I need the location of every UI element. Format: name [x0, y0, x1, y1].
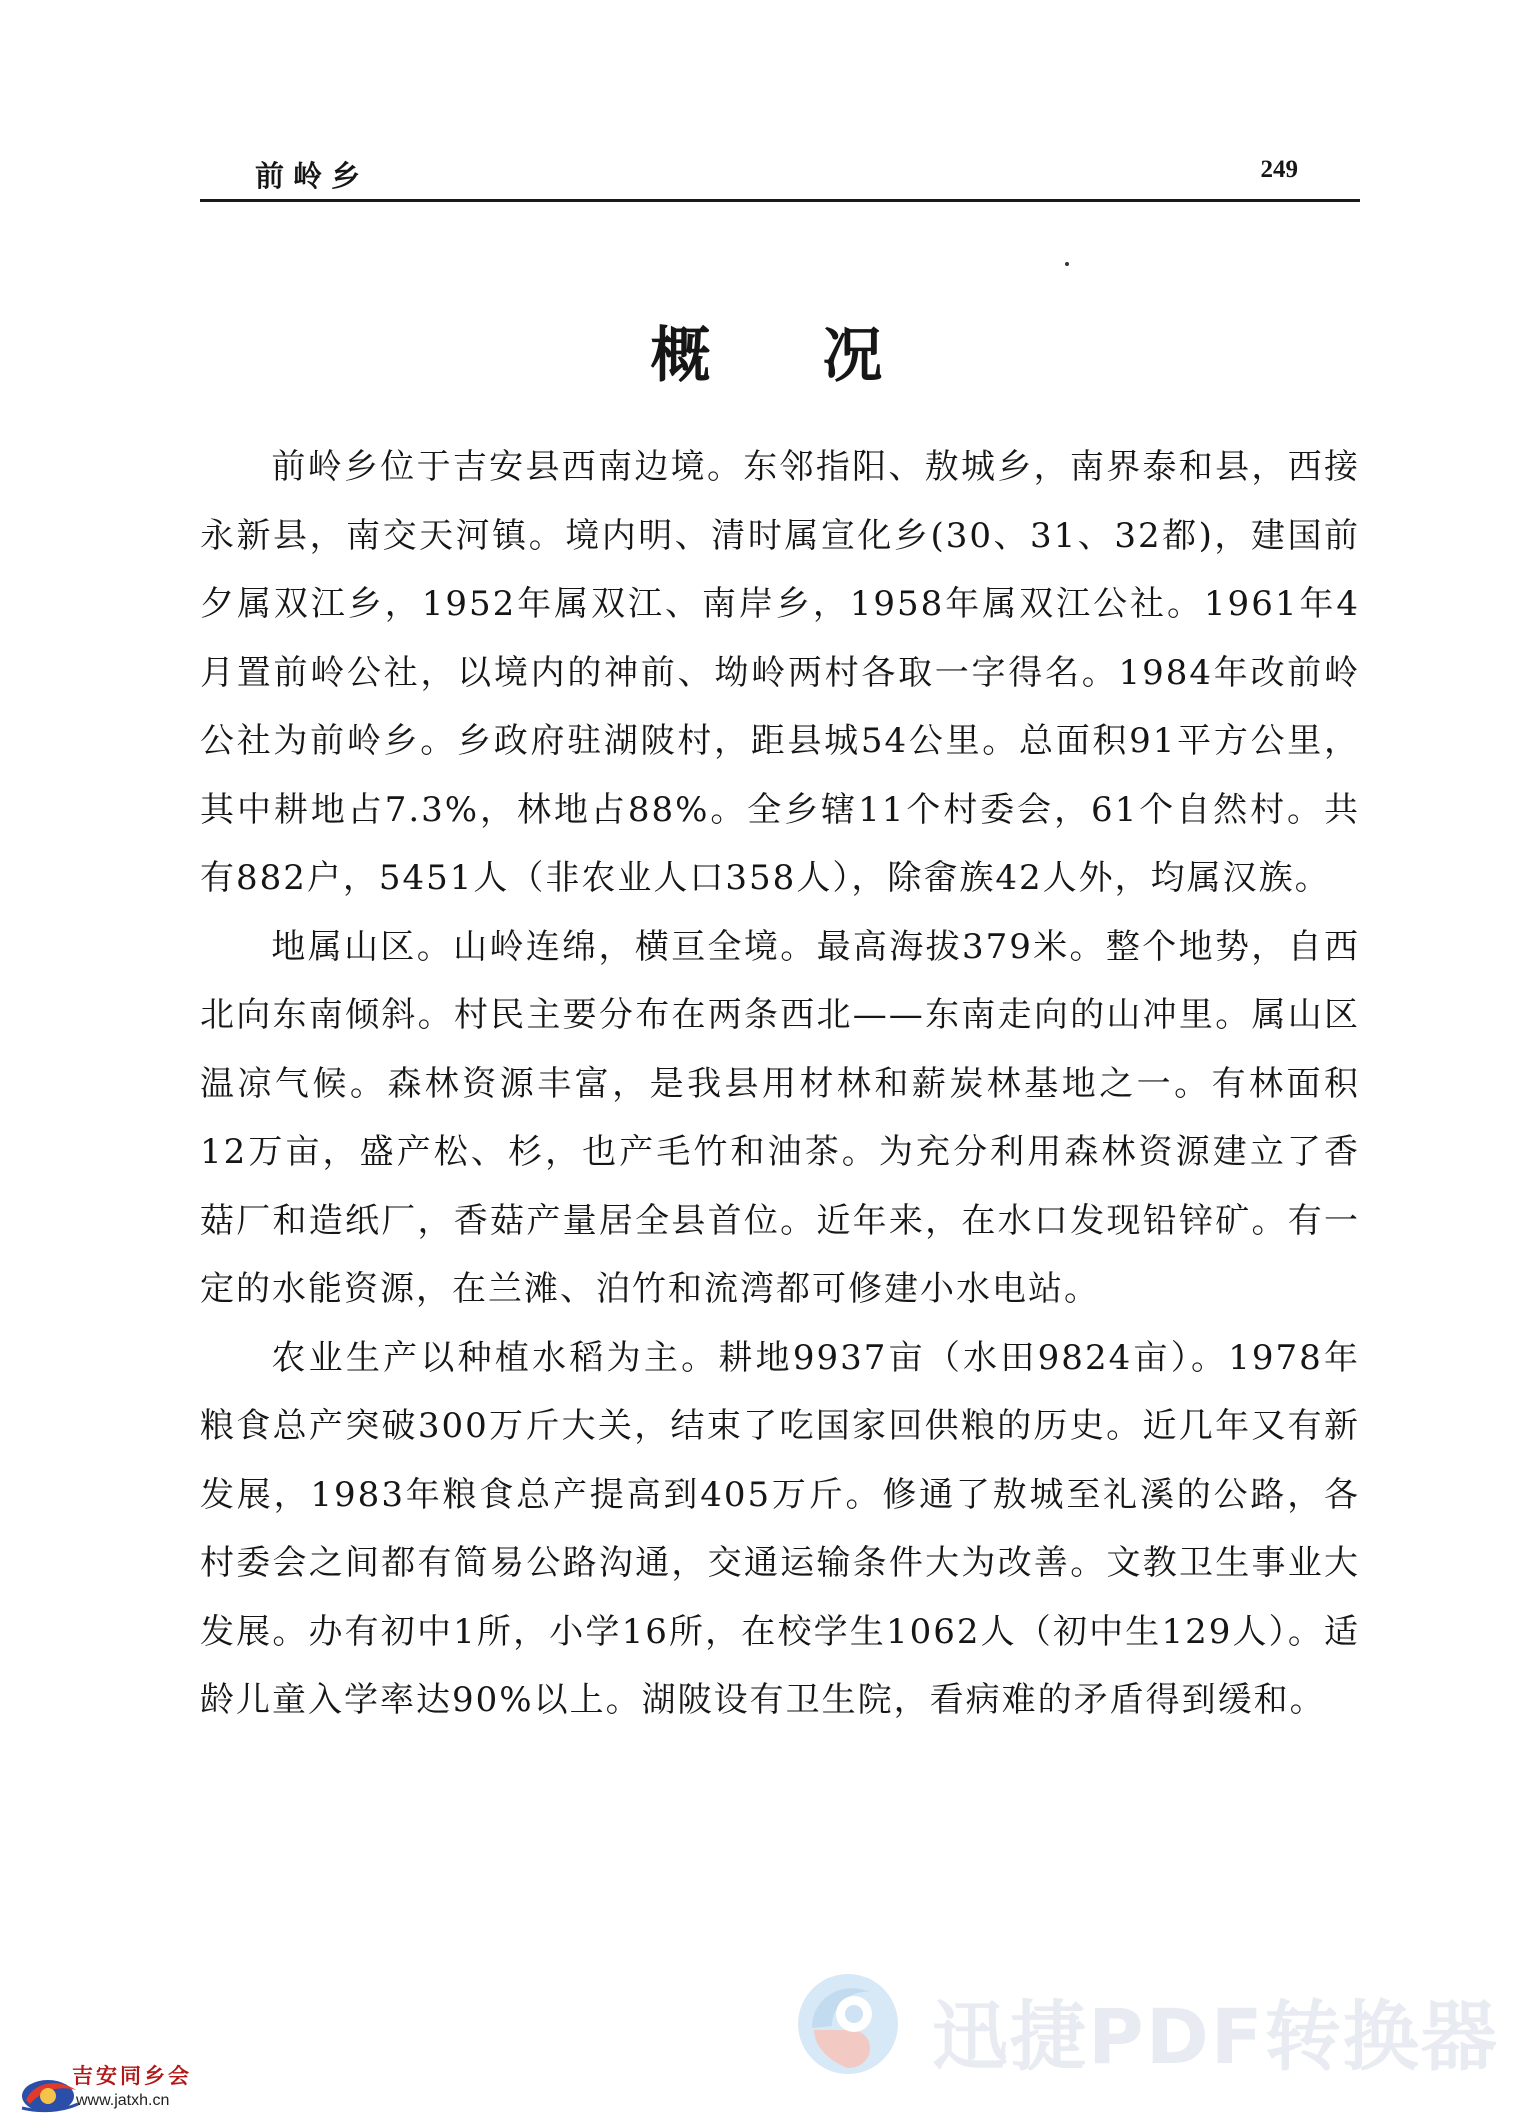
- site-logo[interactable]: [18, 2060, 198, 2120]
- paragraph-1: 前岭乡位于吉安县西南边境。东邻指阳、敖城乡，南界泰和县，西接永新县，南交天河镇。境内明、清时属宣化乡(30、31、32都)，建国前夕属双江乡，1952年属双江、南岸乡，1958年属双江公社。1961年4月置前岭公社，以境内的神前、坳岭两村各取一字得名。1984年改前岭公社为前岭乡。乡政府驻湖陂村，距县城54公里。总面积91平方公里，其中耕地占7.3%，林地占88%。全乡辖11个村委会，61个自然村。共有882户，5451人（非农业人口358人），除畲族42人外，均属汉族。: [200, 447, 1360, 898]
- running-head-section: 前岭乡: [255, 159, 370, 193]
- scan-speck: [1065, 262, 1069, 266]
- title-char-1: 概: [650, 321, 711, 391]
- paragraph-2: 地属山区。山岭连绵，横亘全境。最高海拔379米。整个地势，自西北向东南倾斜。村民主要分布在两条西北——东南走向的山冲里。属山区温凉气候。森林资源丰富，是我县用材林和薪炭林基地之一。有林面积12万亩，盛产松、杉，也产毛竹和油茶。为充分利用森林资源建立了香菇厂和造纸厂，香菇产量居全县首位。近年来，在水口发现铅锌矿。有一定的水能资源，在兰滩、泊竹和流湾都可修建小水电站。: [200, 926, 1360, 1309]
- site-url[interactable]: www.jatxh.cn: [76, 2092, 170, 2109]
- page-header: [200, 150, 1360, 200]
- header-rule: [200, 199, 1360, 202]
- page-title: [0, 308, 1533, 394]
- xunjie-logo-icon: [792, 1968, 904, 2080]
- paragraph-3: 农业生产以种植水稻为主。耕地9937亩（水田9824亩）。1978年粮食总产突破300万斤大关，结束了吃国家回供粮的历史。近几年又有新发展，1983年粮食总产提高到405万斤。修通了敖城至礼溪的公路，各村委会之间都有简易公路沟通，交通运输条件大为改善。文教卫生事业大发展。办有初中1所，小学16所，在校学生1062人（初中生129人）。适龄儿童入学率达90%以上。湖陂设有卫生院，看病难的矛盾得到缓和。: [200, 1337, 1360, 1720]
- converter-watermark: [792, 1968, 1512, 2081]
- site-name: 吉安同乡会: [72, 2063, 192, 2088]
- page-number: 249: [1260, 156, 1298, 183]
- watermark-text: 迅捷PDF转换器: [932, 1992, 1499, 2081]
- title-char-2: 况: [822, 321, 883, 391]
- body-text: [200, 433, 1360, 1735]
